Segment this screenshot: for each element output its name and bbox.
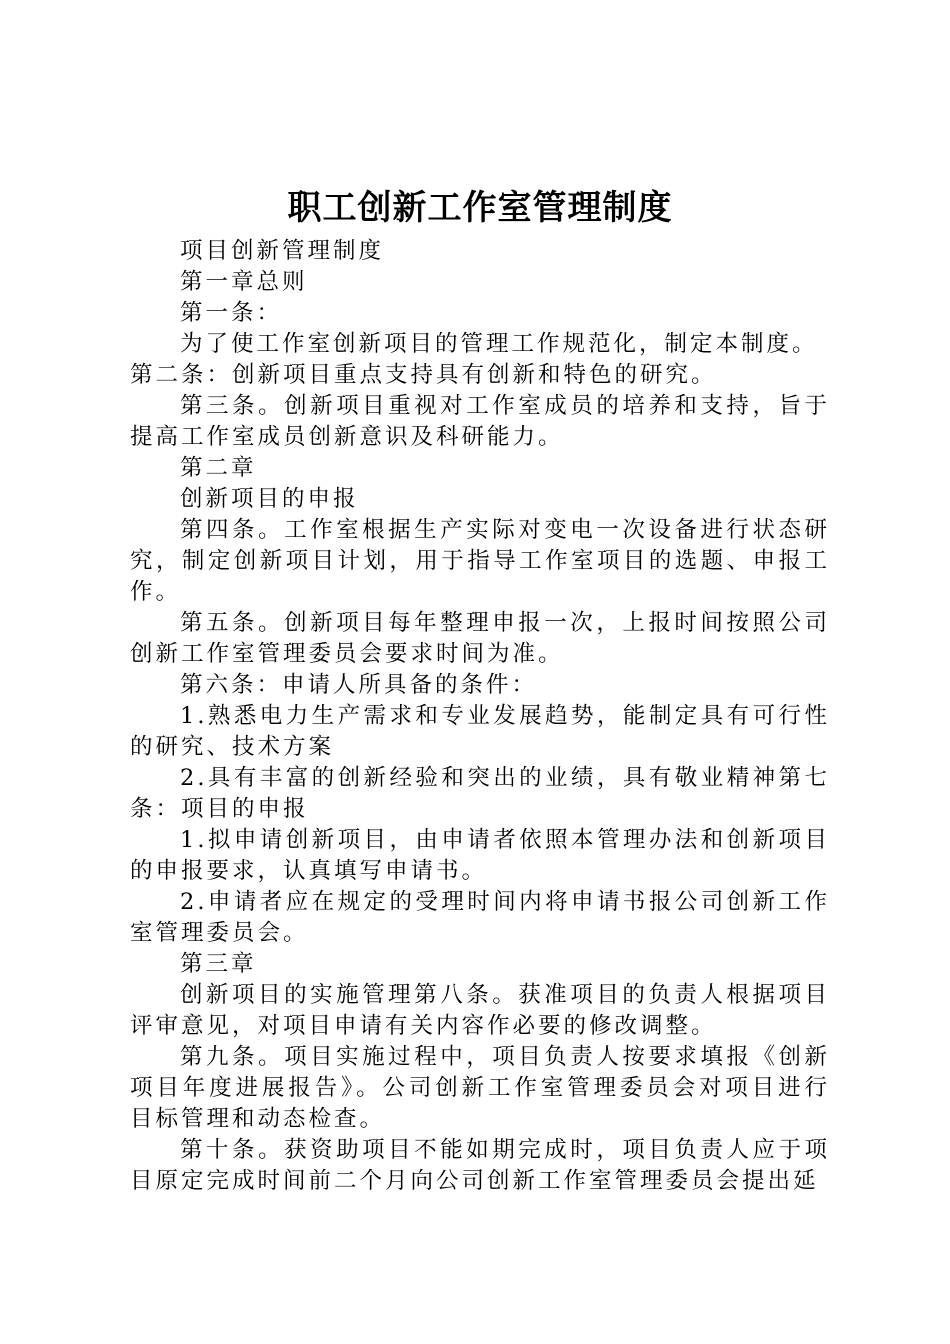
paragraph: 第五条。创新项目每年整理申报一次，上报时间按照公司创新工作室管理委员会要求时间为准。 bbox=[130, 610, 830, 667]
list-item: 2.具有丰富的创新经验和突出的业绩，具有敬业精神第七条：项目的申报 bbox=[130, 765, 830, 822]
document-page bbox=[130, 186, 830, 1197]
paragraph: 第二条：创新项目重点支持具有创新和特色的研究。 bbox=[130, 362, 717, 388]
paragraph: 第六条：申请人所具备的条件： bbox=[180, 672, 538, 698]
paragraph: 第九条。项目实施过程中，项目负责人按要求填报《创新项目年度进展报告》。公司创新工作室管理委员会对项目进行目标管理和动态检查。 bbox=[130, 1044, 830, 1132]
paragraph: 为了使工作室创新项目的管理工作规范化，制定本制度。 bbox=[180, 331, 818, 357]
paragraph: 第四条。工作室根据生产实际对变电一次设备进行状态研究，制定创新项目计划，用于指导工作室项目的选题、申报工作。 bbox=[130, 517, 830, 605]
document-body bbox=[130, 236, 830, 1197]
paragraph: 创新项目的实施管理第八条。获准项目的负责人根据项目评审意见，对项目申请有关内容作必要的修改调整。 bbox=[130, 982, 830, 1039]
chapter-heading: 第二章 bbox=[180, 455, 257, 481]
list-item: 1.拟申请创新项目，由申请者依照本管理办法和创新项目的申报要求，认真填写申请书。 bbox=[130, 827, 830, 884]
paragraph: 项目创新管理制度 bbox=[180, 238, 385, 264]
chapter-heading: 第三章 bbox=[180, 951, 257, 977]
paragraph: 第三条。创新项目重视对工作室成员的培养和支持，旨于提高工作室成员创新意识及科研能力。 bbox=[130, 393, 830, 450]
list-item: 2.申请者应在规定的受理时间内将申请书报公司创新工作室管理委员会。 bbox=[130, 889, 830, 946]
chapter-subtitle: 创新项目的申报 bbox=[180, 486, 359, 512]
paragraph: 第十条。获资助项目不能如期完成时，项目负责人应于项目原定完成时间前二个月向公司创新工作室管理委员会提出延 bbox=[130, 1137, 830, 1194]
document-title: 职工创新工作室管理制度 bbox=[287, 188, 673, 228]
chapter-heading: 第一章总则 bbox=[180, 269, 308, 295]
article-heading: 第一条： bbox=[180, 300, 283, 326]
list-item: 1.熟悉电力生产需求和专业发展趋势，能制定具有可行性的研究、技术方案 bbox=[130, 703, 830, 760]
